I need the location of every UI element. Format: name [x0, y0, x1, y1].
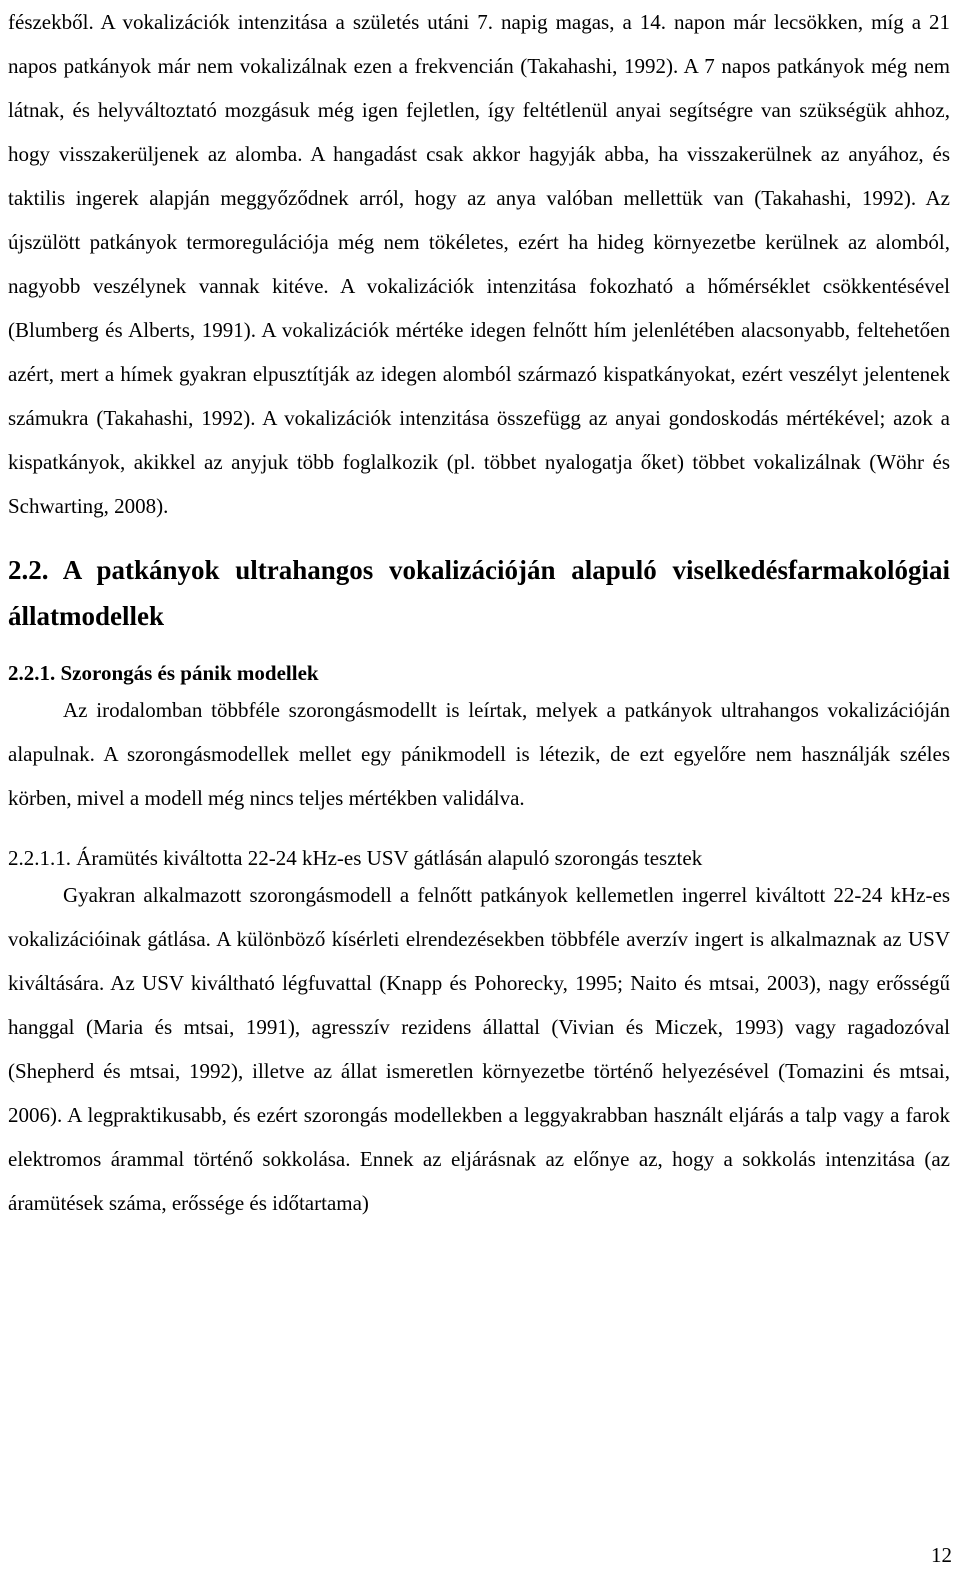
page-number: 12: [931, 1543, 952, 1567]
body-paragraph-2: Az irodalomban többféle szorongásmodellt is leírtak, melyek a patkányok ultrahangos vokalizációján alapulnak. A szorongásmodellek mellet egy pánikmodell is létezik, de ezt egyelőre nem használják széles körben, mivel a modell még nincs teljes mértékben validálva.: [8, 698, 950, 810]
section-heading: 2.2. A patkányok ultrahangos vokalizációján alapuló viselkedésfarmakológiai állatmodellek: [8, 555, 950, 631]
body-paragraph-3: Gyakran alkalmazott szorongásmodell a felnőtt patkányok kellemetlen ingerrel kiváltott 22-24 kHz-es vokalizációinak gátlása. A különböző kísérleti elrendezésekben többféle averzív ingert is alkalmaznak az USV kiváltására. Az USV kiváltható légfuvattal (Knapp és Pohorecky, 1995; Naito és mtsai, 2003), nagy erősségű hanggal (Maria és mtsai, 1991), agresszív rezidens állattal (Vivian és Miczek, 1993) vagy ragadozóval (Shepherd és mtsai, 1992), illetve az állat ismeretlen környezetbe történő helyezésével (Tomazini és mtsai, 2006). A legpraktikusabb, és ezért szorongás modellekben a leggyakrabban használt eljárás a talp vagy a farok elektromos árammal történő sokkolása. Ennek az eljárásnak az előnye az, hogy a sokkolás intenzitása (az áramütések száma, erőssége és időtartama): [8, 883, 950, 1215]
document-page: [8, 0, 950, 1225]
subsection-heading: 2.2.1. Szorongás és pánik modellek: [8, 661, 319, 685]
body-paragraph-1: fészekből. A vokalizációk intenzitása a születés utáni 7. napig magas, a 14. napon már lecsökken, míg a 21 napos patkányok már nem vokalizálnak ezen a frekvencián (Takahashi, 1992). A 7 napos patkányok még nem látnak, és helyváltoztató mozgásuk még igen fejletlen, így feltétlenül anyai segítségre van szükségük ahhoz, hogy visszakerüljenek az alomba. A hangadást csak akkor hagyják abba, ha visszakerülnek az anyához, és taktilis ingerek alapján meggyőződnek arról, hogy az anya valóban mellettük van (Takahashi, 1992). Az újszülött patkányok termoregulációja még nem tökéletes, ezért ha hideg környezetbe kerülnek az alomból, nagyobb veszélynek vannak kitéve. A vokalizációk intenzitása fokozható a hőmérséklet csökkentésével (Blumberg és Alberts, 1991). A vokalizációk mértéke idegen felnőtt hím jelenlétében alacsonyabb, feltehetően azért, mert a hímek gyakran elpusztítják az idegen alomból származó kispatkányokat, ezért veszélyt jelentenek számukra (Takahashi, 1992). A vokalizációk intenzitása összefügg az anyai gondoskodás mértékével; azok a kispatkányok, akikkel az anyjuk több foglalkozik (pl. többet nyalogatja őket) többet vokalizálnak (Wöhr és Schwarting, 2008).: [8, 10, 950, 518]
subsubsection-heading: 2.2.1.1. Áramütés kiváltotta 22-24 kHz-es USV gátlásán alapuló szorongás tesztek: [8, 846, 703, 870]
